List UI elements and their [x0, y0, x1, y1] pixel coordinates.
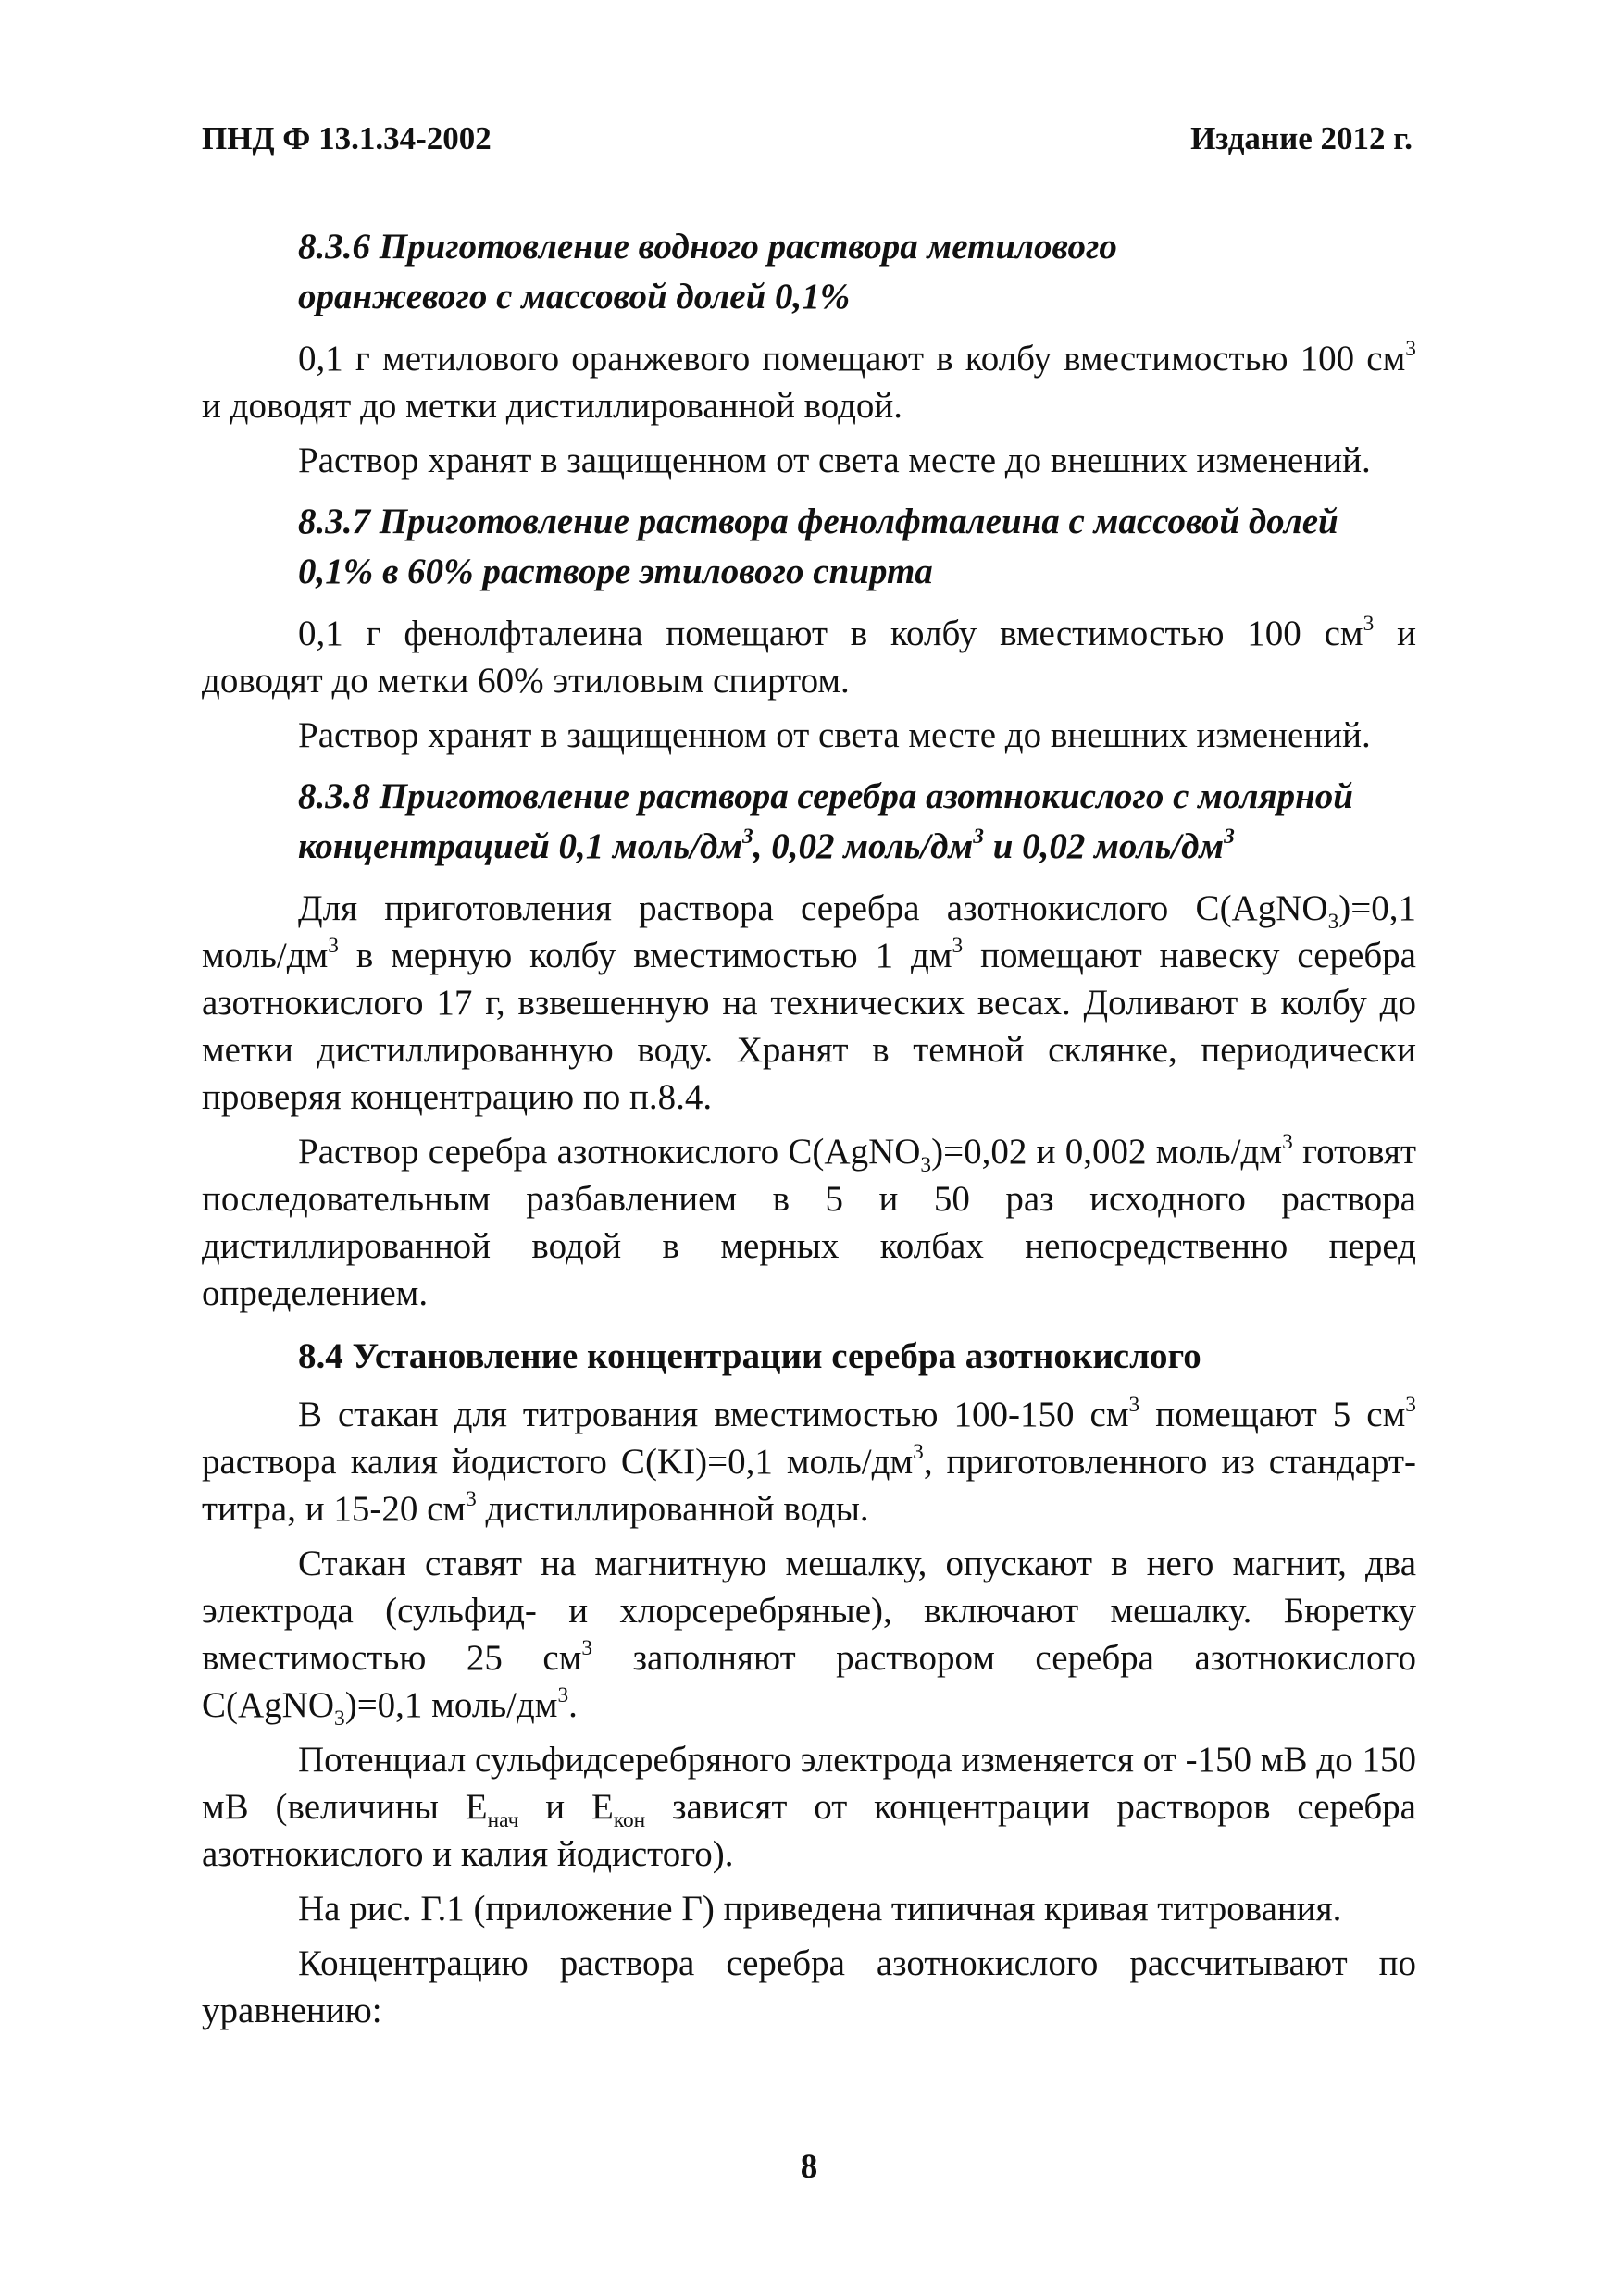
section-8-3-6-title — [298, 222, 1416, 322]
section-title-line: 8.3.8 Приготовление раствора серебра азотнокислого с молярной — [298, 776, 1353, 816]
superscript: 3 — [581, 1635, 593, 1660]
superscript: 3 — [1405, 1392, 1416, 1417]
subscript: 3 — [334, 1706, 345, 1731]
paragraph — [202, 335, 1416, 429]
paragraph: Концентрацию раствора серебра азотнокислого рассчитывают по уравнению: — [202, 1943, 1416, 2030]
superscript: 3 — [328, 933, 339, 958]
text-run: Стакан ставят на магнитную мешалку, опускают в него магнит, два электрода (сульфид- и хлорсеребряные), включают мешалку. Бюретку вместимостью 25 см — [202, 1544, 1416, 1678]
section-8-4-title: 8.4 Установление концентрации серебра азотнокислого — [298, 1336, 1201, 1376]
subscript: нач — [487, 1807, 519, 1832]
text-run: и E — [518, 1787, 614, 1827]
text-run: . — [568, 1685, 578, 1725]
text-run: )=0,1 моль/дм — [344, 1685, 558, 1725]
section-title-line: оранжевого с массовой долей 0,1% — [298, 277, 851, 316]
text-run: 0,1 г метилового оранжевого помещают в колбу вместимостью 100 см — [298, 339, 1406, 379]
text-run: Раствор серебра азотнокислого C(AgNO — [298, 1132, 921, 1172]
page-number: 8 — [800, 2148, 818, 2186]
section-title-line: 0,1% в 60% растворе этилового спирта — [298, 552, 933, 591]
text-run: готовят последовательным разбавлением в 5 и 50 раз исходного раствора дистиллированной водой в мерных колбах непосредственно перед определением. — [202, 1132, 1416, 1313]
text-run: концентрацией 0,1 моль/дм — [298, 826, 743, 866]
paragraph: На рис. Г.1 (приложение Г) приведена типичная кривая титрования. — [298, 1889, 1342, 1929]
superscript: 3 — [973, 824, 984, 849]
text-run: помещают навеску серебра азотнокислого 17 г, взвешенную на технических весах. Доливают в колбу до метки дистиллированную воду. Хранят в темной склянке, периодически проверяя концентрацию по п.8.4. — [202, 936, 1416, 1117]
document-id-header: ПНД Ф 13.1.34-2002 — [202, 120, 492, 156]
paragraph — [202, 1128, 1416, 1317]
superscript: 3 — [466, 1486, 477, 1511]
superscript: 3 — [952, 933, 964, 958]
text-run: Для приготовления раствора серебра азотнокислого C(AgNO — [298, 888, 1328, 928]
text-run: помещают 5 см — [1139, 1395, 1406, 1434]
section-8-3-7-title — [298, 497, 1416, 597]
paragraph — [202, 1540, 1416, 1729]
text-run: и 0,02 моль/дм — [983, 826, 1225, 866]
paragraph — [202, 610, 1416, 704]
superscript: 3 — [1224, 824, 1235, 849]
text-run: и доводят до метки 60% этиловым спиртом. — [202, 614, 1416, 701]
text-run: в мерную колбу вместимостью 1 дм — [338, 936, 952, 975]
section-title-line — [298, 826, 1235, 866]
text-run: заполняют раствором серебра азотнокислого C(AgNO — [202, 1638, 1416, 1725]
subscript: кон — [613, 1807, 646, 1832]
superscript: 3 — [913, 1439, 924, 1464]
text-run: раствора калия йодистого C(KI)=0,1 моль/дм — [202, 1442, 914, 1482]
section-title-line: 8.3.7 Приготовление раствора фенолфталеина с массовой долей — [298, 502, 1338, 541]
text-run: , 0,02 моль/дм — [753, 826, 974, 866]
text-run: и доводят до метки дистиллированной водой. — [202, 386, 903, 426]
text-run: зависят от концентрации растворов серебра азотнокислого и калия йодистого). — [202, 1787, 1416, 1874]
paragraph: Раствор хранят в защищенном от света месте до внешних изменений. — [298, 715, 1371, 755]
section-8-3-8-title — [298, 772, 1416, 872]
section-title-line: 8.3.6 Приготовление водного раствора метилового — [298, 227, 1117, 267]
text-run: Потенциал сульфидсеребряного электрода изменяется от -150 мВ до 150 мВ (величины E — [202, 1740, 1416, 1827]
paragraph: Раствор хранят в защищенном от света месте до внешних изменений. — [298, 441, 1371, 480]
subscript: 3 — [920, 1152, 932, 1177]
superscript: 3 — [1128, 1392, 1140, 1417]
text-run: , приготовленного из стандарт-титра, и 15-20 см — [202, 1442, 1416, 1529]
subscript: 3 — [1327, 909, 1339, 934]
text-run: )=0,02 и 0,002 моль/дм — [931, 1132, 1283, 1172]
text-run: дистиллированной воды. — [476, 1489, 869, 1529]
text-run: )=0,1 моль/дм — [202, 888, 1416, 975]
superscript: 3 — [1282, 1129, 1293, 1154]
superscript: 3 — [1405, 336, 1416, 361]
paragraph — [202, 885, 1416, 1121]
page-content — [202, 222, 1416, 2034]
paragraph — [202, 1391, 1416, 1533]
text-run: 0,1 г фенолфталеина помещают в колбу вместимостью 100 см — [298, 614, 1363, 653]
superscript: 3 — [742, 824, 753, 849]
superscript: 3 — [1363, 611, 1375, 636]
text-run: В стакан для титрования вместимостью 100-150 см — [298, 1395, 1129, 1434]
superscript: 3 — [557, 1682, 569, 1707]
edition-header: Издание 2012 г. — [1190, 120, 1413, 156]
paragraph — [202, 1736, 1416, 1878]
